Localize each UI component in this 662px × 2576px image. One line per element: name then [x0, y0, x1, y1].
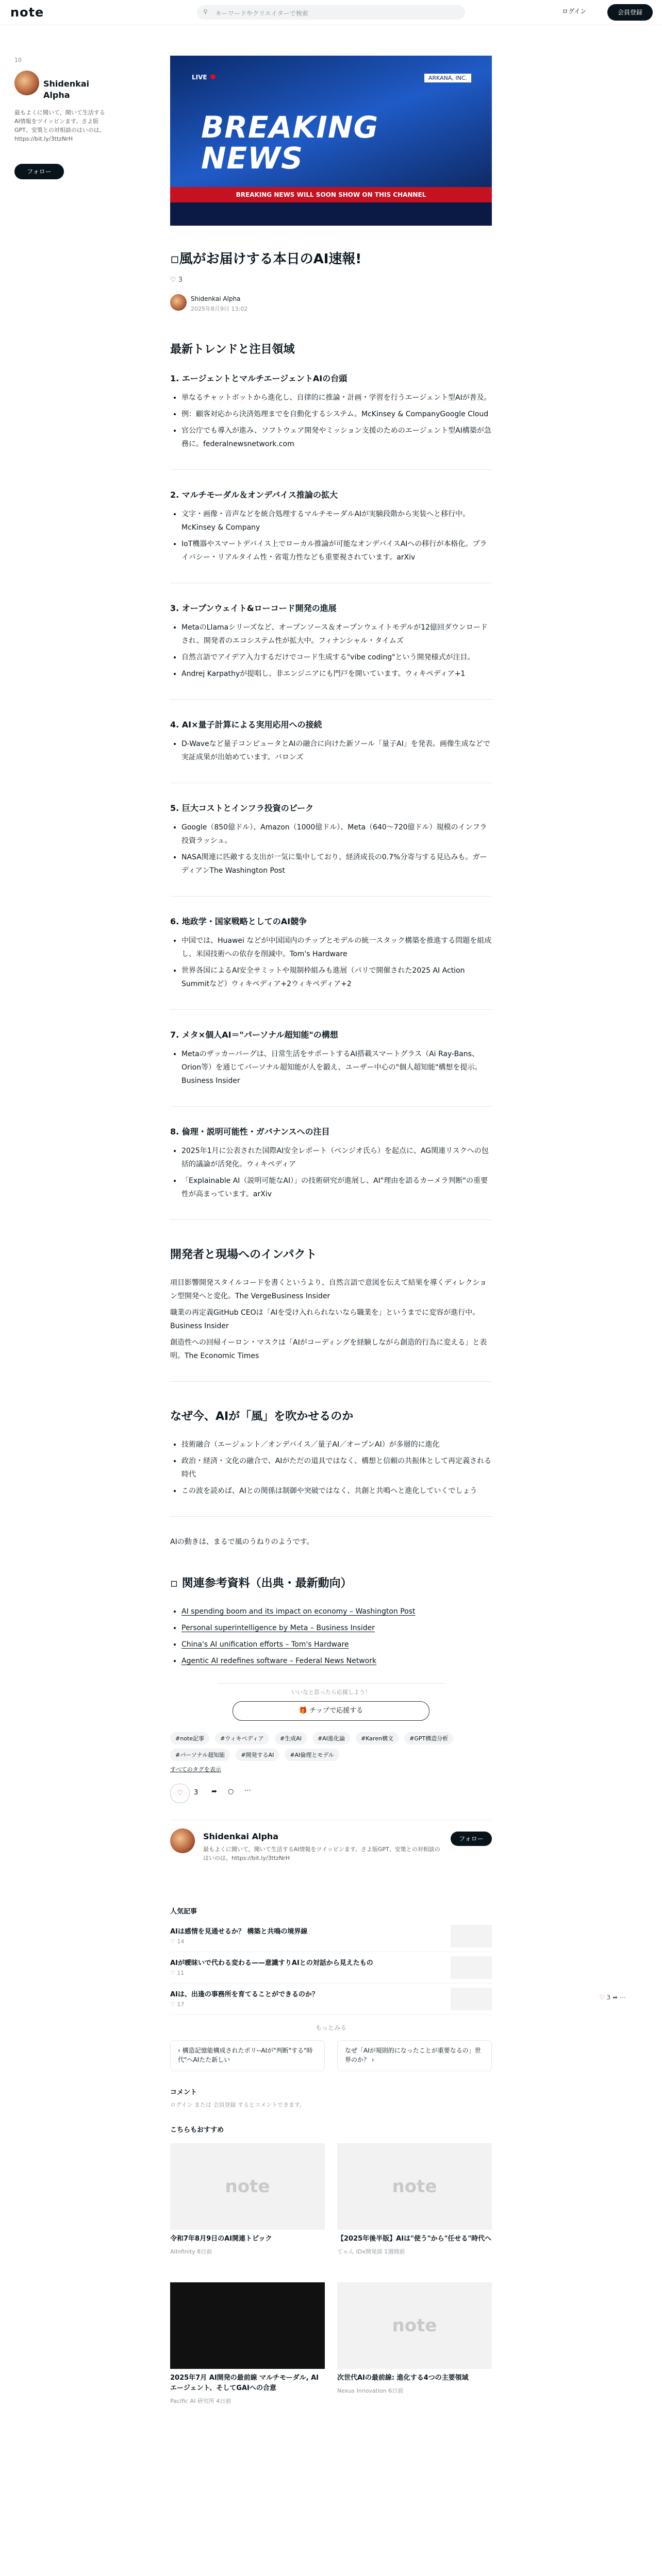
more-icon[interactable]: ⋯	[244, 1787, 251, 1794]
recs-title: こちらもおすすめ	[170, 2126, 224, 2134]
popular-item-title: AIは、出逢の事務所を育てることができるのか？	[170, 1991, 319, 1998]
page-title: ▫風がお届けする本日のAI速報!	[170, 251, 362, 267]
subsection-heading: 3. オープンウェイト&ローコード開発の進展	[170, 603, 337, 613]
signup-button[interactable]: 会員登録	[607, 4, 653, 21]
list-item: • 政治・経済・文化の融合で、AIがただの道具ではなく、構想と信頼の共振体として再定義される時代	[181, 1454, 492, 1481]
divider	[170, 1219, 492, 1220]
subsection-list	[170, 821, 492, 877]
bookmark-icon: ▫	[170, 1577, 178, 1590]
popular-thumb	[451, 1925, 492, 1947]
rec-thumb: note	[337, 2282, 492, 2369]
like-button[interactable]: ♡	[170, 1784, 190, 1803]
divider	[170, 469, 492, 470]
subsection-list	[170, 507, 492, 564]
list-item: • MetaのLlamaシリーズなど、オープンソース＆オープンウェイトモデルが12億回ダウンロードされ、開発者のエコシステム性が拡大中。フィナンシャル・タイムズ	[181, 621, 492, 648]
subsection-heading: 2. マルチモーダル＆オンデバイス推論の拡大	[170, 490, 338, 500]
divider	[170, 1009, 492, 1010]
avatar[interactable]	[14, 71, 39, 95]
comment-icon[interactable]: ○	[228, 1788, 234, 1795]
next-article[interactable]: なぜ「AIが規則的になったことが重要なるの」世界のか？ ›	[337, 2040, 492, 2071]
closing-line: AIの動きは、まるで風のうねりのようです。	[170, 1538, 314, 1546]
rec-card[interactable]	[170, 2143, 325, 2256]
hero-brand: ARKANA, INC.	[424, 74, 471, 82]
top-header	[0, 0, 662, 25]
author-card-follow-button[interactable]: フォロー	[451, 1832, 492, 1846]
list-item: • 例：顧客対応から決済処理までを自動化するシステム。McKinsey & CompanyGoogle Cloud	[181, 408, 492, 421]
subsection-heading: 4. AI×量子計算による実用応用への接続	[170, 720, 322, 730]
rec-author: てゃん IDx開発部 1週間前	[337, 2248, 405, 2255]
section-heading-why: なぜ今、AIが「風」を吹かせるのか	[170, 1410, 354, 1423]
sidebar-follow-button[interactable]: フォロー	[14, 164, 64, 179]
impact-para: 創造性への回帰イーロン・マスクは「AIがコーディングを経験しながら創造的行為に変える」と表明。The Economic Times	[170, 1338, 487, 1360]
wind-icon: ▫	[170, 251, 179, 267]
tag[interactable]: #開発するAI	[236, 1749, 279, 1761]
prev-next-nav	[170, 2040, 492, 2073]
subsection-list	[170, 934, 492, 991]
comments-login-prompt[interactable]: ログイン または 会員登録 するとコメントできます。	[170, 2102, 306, 2108]
tip-button[interactable]: 🎁 チップで応援する	[233, 1701, 429, 1721]
support-text: いいなと思ったら応援しよう！	[218, 1683, 444, 1696]
tag[interactable]: #Karen構文	[356, 1732, 399, 1744]
heart-icon[interactable]: ♡	[599, 1994, 605, 2001]
rec-title: 次世代AIの最前線: 進化する4つの主要領域	[337, 2374, 469, 2382]
popular-thumb	[451, 1956, 492, 1979]
subsection-heading: 8. 倫理・説明可能性・ガバナンスへの注目	[170, 1127, 330, 1137]
follower-count: 10	[14, 57, 22, 63]
author-row	[170, 294, 492, 315]
list-item: • IoT機器やスマートデバイス上でローカル推論が可能なオンデバイスAIへの移行が本格化。プライバシー・リアルタイム性・省電力性なども重要視されています。arXiv	[181, 537, 492, 564]
publish-date: 2025年8月9日 13:02	[191, 306, 248, 312]
list-item: • D-Waveなど量子コンピュータとAIの融合に向けた新ソール「量子AI」を発表。画像生成などで実証成果が出始めています。バロンズ	[181, 737, 492, 764]
rec-card[interactable]	[170, 2282, 325, 2405]
tag[interactable]: #AI進化論	[312, 1732, 350, 1744]
search-box[interactable]	[197, 5, 465, 20]
all-tags-link[interactable]: すべてのタグを表示	[170, 1766, 221, 1773]
list-item: • この波を読めば、AIとの関係は制御や突破ではなく、共創と共鳴へと進化していくでしょう	[181, 1484, 492, 1498]
comments-title: コメント	[170, 2089, 197, 2096]
subsection-heading: 5. 巨大コストとインフラ投資のピーク	[170, 803, 314, 813]
list-item: • 単なるチャットボットから進化し、自律的に推論・計画・学習を行うエージェント型AIが普及。	[181, 391, 492, 404]
subsection-heading: 6. 地政学・国家戦略としてのAI競争	[170, 917, 307, 926]
hero-image	[170, 56, 492, 226]
comments-section	[170, 2087, 492, 2109]
author-card-name[interactable]: Shidenkai Alpha	[203, 1832, 279, 1841]
rec-author: Nexus Innovation 6日前	[337, 2387, 404, 2394]
list-item: • 2025年1月に公表された国際AI安全レポート（ベンジオ氏ら）を起点に、AG関連リスクへの包括的議論が活発化。ウィキペディア	[181, 1144, 492, 1171]
recommendations	[170, 2124, 492, 2432]
prev-article[interactable]: ‹ 構造記憶能構成されたポリ--AIが"判断"する"時代"へAIたた新しい	[170, 2040, 325, 2071]
list-item: • Google（850億ドル）、Amazon（1000億ドル）、Meta（640〜720億ドル）規模のインフラ投資ラッシュ。	[181, 821, 492, 848]
subsection-list	[170, 1144, 492, 1201]
rec-card[interactable]	[337, 2282, 492, 2395]
section-heading-impact: 開発者と現場へのインパクト	[170, 1248, 317, 1261]
popular-title: 人気記事	[170, 1908, 197, 1916]
hero-footer	[170, 202, 492, 226]
list-item: • Andrej Karpathyが提唱し、非エンジニアにも門戸を開いています。ウィキペディア+1	[181, 667, 492, 681]
subsection-list	[170, 1047, 492, 1088]
author-avatar[interactable]	[170, 294, 187, 311]
popular-item[interactable]	[170, 1984, 492, 2015]
list-item: • 世界各国によるAI安全サミットや規制枠組みも進展（パリで開催された2025 AI Action Summitなど）ウィキペディア+2ウィキペディア+2	[181, 964, 492, 991]
tag[interactable]: #ウィキペディア	[215, 1732, 269, 1744]
tag-list	[170, 1732, 492, 1773]
sidebar-author-name[interactable]: Shidenkai Alpha	[43, 79, 90, 100]
more-link[interactable]: もっとみる	[315, 2024, 346, 2031]
more-icon[interactable]: ⋯	[619, 1994, 626, 2001]
subsection-heading: 7. メタ×個人AI＝"パーソナル超知能"の構想	[170, 1030, 338, 1040]
hero-live: LIVE	[192, 74, 216, 81]
tag[interactable]: #生成AI	[275, 1732, 307, 1744]
impact-para: 職業の再定義GitHub CEOは「AIを受け入れられないなら職業を」というまでに変容が進行中。Business Insider	[170, 1309, 480, 1330]
reference-link[interactable]: • China's AI unification efforts – Tom's Hardware	[181, 1638, 492, 1651]
author-name[interactable]: Shidenkai Alpha	[191, 295, 241, 302]
floating-actions	[599, 1994, 626, 2001]
section-heading-refs: ▫ 関連参考資料（出典・最新動向）	[170, 1577, 352, 1590]
rec-title: 2025年7月 AI開発の最前線 マルチモーダル, AIエージェント、そしてGAIへの合意	[170, 2374, 319, 2392]
list-item: • NASA関連に匹敵する支出が一気に集中しており、経済成長の0.7%分寄与する見込みも。ガーディアンThe Washington Post	[181, 851, 492, 877]
list-item: • 文字・画像・音声などを統合処理するマルチモーダルAIが実験段階から実装へと移行中。McKinsey & Company	[181, 507, 492, 534]
hero-news: NEWS	[201, 141, 303, 176]
trend-sections	[170, 372, 492, 1220]
tag[interactable]: #note記事	[170, 1732, 209, 1744]
share-icon[interactable]: ➦	[613, 1994, 618, 2001]
reference-link[interactable]: • AI spending boom and its impact on economy – Washington Post	[181, 1605, 492, 1618]
rec-author: Pacific AI 研究所 4日前	[170, 2398, 231, 2404]
chevron-right-icon: ›	[371, 2056, 374, 2063]
list-item: • 「Explainable AI（説明可能なAI）」の技術研究が進展し、AI"理由を語るカーメラ判断"の重要性が高まっています。arXiv	[181, 1174, 492, 1201]
list-item: • 中国では、Huawei などが中国国内のチップとモデルの統一スタック構築を推進する問題を組成し、米国技術への依存を削減中。Tom's Hardware	[181, 934, 492, 961]
note-logo[interactable]: note	[10, 5, 44, 20]
article-actions	[170, 1784, 492, 1804]
list-item: • 自然言語でアイデア入力するだけでコード生成する"vibe coding"という開発様式が注目。	[181, 651, 492, 664]
divider	[170, 1516, 492, 1517]
sidebar-author-bio: 最もよくに聞いて，聞いて生活するAI情報をツイッピンます。さよ版GPT、安策との対相談のはいのは、https://bit.ly/3ttzNrH	[14, 109, 105, 142]
list-item: • 官公庁でも導入が進み、ソフトウェア開発やミッション支援のためのエージェント型AI構築が急務に。federalnewsnetwork.com	[181, 424, 492, 451]
subsection-list	[170, 737, 492, 764]
tag[interactable]: #AI倫理とモデル	[285, 1749, 339, 1761]
subsection-list	[170, 391, 492, 451]
section-heading-trends: 最新トレンドと注目領域	[170, 343, 295, 356]
rec-card[interactable]	[337, 2143, 492, 2256]
author-card-avatar[interactable]	[170, 1828, 195, 1853]
reference-link[interactable]: • Personal superintelligence by Meta – Business Insider	[181, 1621, 492, 1635]
popular-item-title: AIは感情を見通せるか？ 構築と共鳴の境界線	[170, 1928, 308, 1936]
divider	[170, 699, 492, 700]
popular-thumb	[451, 1988, 492, 2010]
hero-ticker: BREAKING NEWS WILL SOON SHOW ON THIS CHANNEL	[170, 187, 492, 202]
divider	[170, 1106, 492, 1107]
popular-item[interactable]	[170, 1952, 492, 1984]
hero-breaking: BREAKING	[201, 110, 379, 145]
tag[interactable]: #GPT構造分析	[404, 1732, 453, 1744]
login-link[interactable]: ログイン	[562, 8, 587, 15]
share-icon[interactable]: ➦	[211, 1788, 217, 1795]
sidebar-profile	[14, 57, 110, 175]
chevron-left-icon: ‹	[178, 2047, 180, 2054]
popular-item-title: AIが曖昧いで代わる変わる——意識すりAIとの対話から見えたもの	[170, 1959, 373, 1967]
rec-thumb: note	[337, 2143, 492, 2230]
rec-title: 令和7年8月9日のAI関連トピック	[170, 2235, 272, 2243]
list-item: • Metaのザッカーバーグは、日常生活をサポートするAI搭載スマートグラス（Ai Ray-Bans、Orion等）を通じてパーソナル超知能が人を鍛え、ユーザー中心の"個人超知能"構想を提示。Business Insider	[181, 1047, 492, 1088]
subsection-list	[170, 621, 492, 681]
popular-item-likes: ♡ 14	[170, 1938, 185, 1945]
rec-thumb	[170, 2282, 325, 2369]
why-list	[170, 1438, 492, 1498]
reference-link[interactable]: • Agentic AI redefines software – Federal News Network	[181, 1654, 492, 1668]
popular-item-likes: ♡ 11	[170, 1970, 185, 1976]
divider	[170, 1381, 492, 1382]
subsection-heading: 1. エージェントとマルチエージェントAIの台頭	[170, 374, 347, 383]
rec-author: AIInfinity 8日前	[170, 2248, 212, 2255]
tag[interactable]: #パーソナル超知能	[170, 1749, 230, 1761]
popular-articles	[170, 1906, 492, 2032]
list-item: • 技術融合（エージェント／オンデバイス／量子AI／オープンAI）が多層的に進化	[181, 1438, 492, 1451]
author-card-bio: 最もよくに聞いて，聞いて生活するAI情報をツイッピンます。さよ版GPT、安策との対相談のはいのは、https://bit.ly/3ttzNrH	[203, 1846, 440, 1861]
article-likes[interactable]: ♡ 3	[170, 276, 183, 284]
popular-item[interactable]	[170, 1921, 492, 1952]
impact-para: 項目影響開発スタイルコードを書くというより、自然言語で意図を伝えて結果を導くディレクション型開発へと変化。The VergeBusiness Insider	[170, 1279, 487, 1300]
search-placeholder: キーワードやクリエイターで検索	[216, 10, 308, 17]
author-card	[170, 1820, 492, 1885]
float-like-count: 3	[606, 1994, 611, 2001]
reference-list	[170, 1605, 492, 1668]
popular-item-likes: ♡ 17	[170, 2001, 185, 2008]
search-icon: ⚲	[203, 8, 208, 15]
like-count: 3	[194, 1789, 198, 1797]
heart-icon: ♡	[170, 276, 176, 284]
article-main	[170, 56, 492, 2432]
rec-title: 【2025年後半版】AIは"使う"から"任せる"時代へ	[337, 2235, 492, 2243]
rec-thumb: note	[170, 2143, 325, 2230]
gift-icon: 🎁	[299, 1707, 308, 1715]
